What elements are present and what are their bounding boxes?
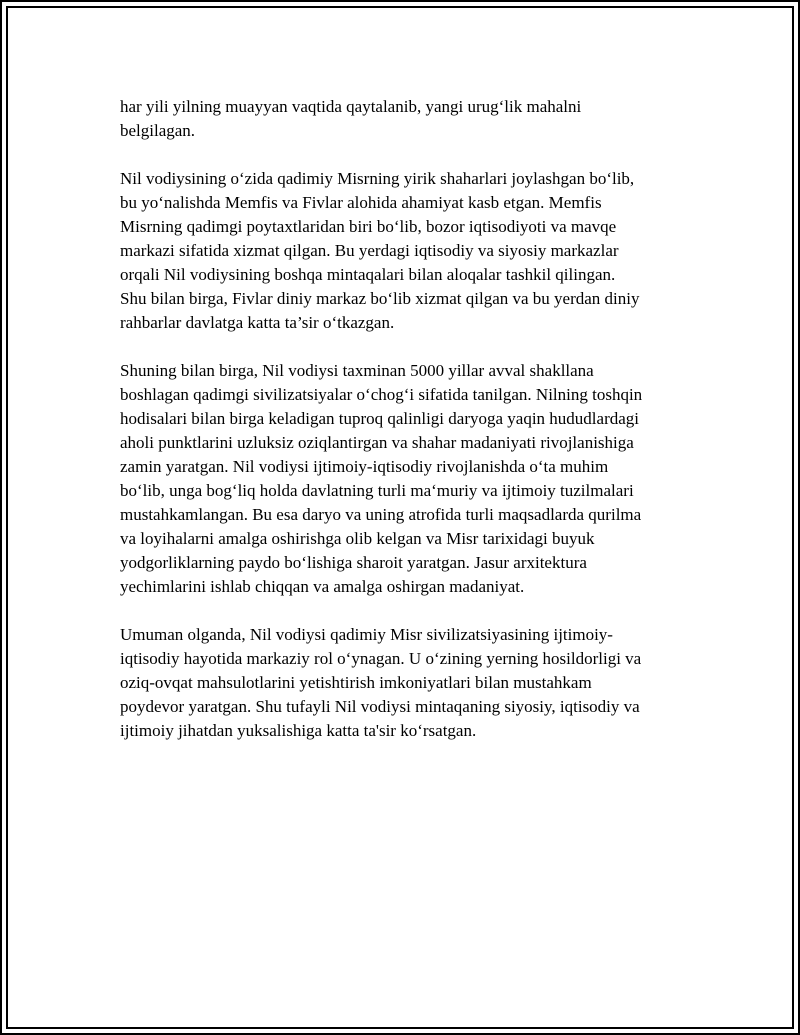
text-line: yodgorliklarning paydo bo‘lishiga sharoit yaratgan. Jasur arxitektura [120, 553, 587, 572]
text-line: poydevor yaratgan. Shu tufayli Nil vodiysi mintaqaning siyosiy, iqtisodiy va [120, 697, 640, 716]
paragraph-1 [120, 95, 692, 143]
document-body [120, 95, 692, 767]
text-line: orqali Nil vodiysining boshqa mintaqalari bilan aloqalar tashkil qilingan. [120, 265, 616, 284]
text-line: Shuning bilan birga, Nil vodiysi taxminan 5000 yillar avval shakllana [120, 361, 594, 380]
text-line: mustahkamlangan. Bu esa daryo va uning atrofida turli maqsadlarda qurilma [120, 505, 642, 524]
paragraph-2 [120, 167, 692, 335]
text-line: ijtimoiy jihatdan yuksalishiga katta ta'sir ko‘rsatgan. [120, 721, 477, 740]
text-line: Umuman olganda, Nil vodiysi qadimiy Misr sivilizatsiyasining ijtimoiy- [120, 625, 613, 644]
text-line: va loyihalarni amalga oshirishga olib kelgan va Misr tarixidagi buyuk [120, 529, 595, 548]
text-line: Nil vodiysining o‘zida qadimiy Misrning yirik shaharlari joylashgan bo‘lib, [120, 169, 635, 188]
text-line: har yili yilning muayyan vaqtida qaytalanib, yangi urug‘lik mahalni [120, 97, 582, 116]
text-line: bo‘lib, unga bog‘liq holda davlatning turli ma‘muriy va ijtimoiy tuzilmalari [120, 481, 634, 500]
text-line: hodisalari bilan birga keladigan tuproq qalinligi daryoga yaqin hududlardagi [120, 409, 639, 428]
text-line: Shu bilan birga, Fivlar diniy markaz bo‘lib xizmat qilgan va bu yerdan diniy [120, 289, 640, 308]
text-line: aholi punktlarini uzluksiz oziqlantirgan va shahar madaniyati rivojlanishiga [120, 433, 634, 452]
text-line: zamin yaratgan. Nil vodiysi ijtimoiy-iqtisodiy rivojlanishda o‘ta muhim [120, 457, 609, 476]
text-line: markazi sifatida xizmat qilgan. Bu yerdagi iqtisodiy va siyosiy markazlar [120, 241, 619, 260]
text-line: yechimlarini ishlab chiqqan va amalga oshirgan madaniyat. [120, 577, 525, 596]
paragraph-3 [120, 359, 692, 599]
text-line: iqtisodiy hayotida markaziy rol o‘ynagan. U o‘zining yerning hosildorligi va [120, 649, 642, 668]
text-line: rahbarlar davlatga katta ta’sir o‘tkazgan. [120, 313, 395, 332]
text-line: belgilagan. [120, 121, 196, 140]
paragraph-4 [120, 623, 692, 743]
text-line: oziq-ovqat mahsulotlarini yetishtirish imkoniyatlari bilan mustahkam [120, 673, 592, 692]
text-line: bu yo‘nalishda Memfis va Fivlar alohida ahamiyat kasb etgan. Memfis [120, 193, 602, 212]
text-line: Misrning qadimgi poytaxtlaridan biri bo‘lib, bozor iqtisodiyoti va mavqe [120, 217, 617, 236]
text-line: boshlagan qadimgi sivilizatsiyalar o‘chog‘i sifatida tanilgan. Nilning toshqin [120, 385, 643, 404]
